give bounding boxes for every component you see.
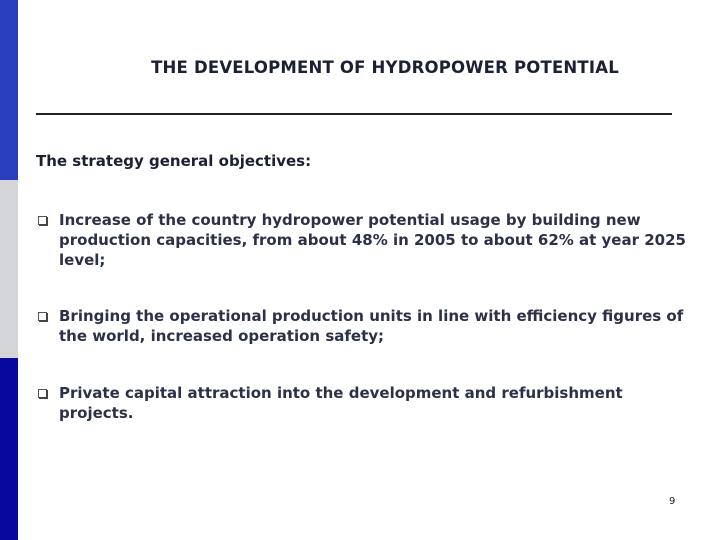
sidebar-accent-bottom	[0, 358, 18, 540]
checkbox-bullet-icon	[38, 216, 47, 225]
sidebar-accent-top	[0, 0, 18, 180]
checkbox-bullet-icon	[38, 389, 47, 398]
bullet-item	[38, 383, 688, 423]
bullet-text: Private capital attraction into the development and refurbishment projects.	[59, 384, 623, 422]
checkbox-bullet-icon	[38, 312, 47, 321]
page-number: 9	[669, 496, 676, 507]
bullet-item	[38, 210, 688, 270]
slide-title: THE DEVELOPMENT OF HYDROPOWER POTENTIAL	[151, 58, 619, 77]
bullet-text: Increase of the country hydropower potential usage by building new production capacities, from about 48% in 2005 to about 62% at year 2025 level;	[59, 211, 686, 269]
slide-subtitle: The strategy general objectives:	[36, 152, 312, 170]
bullet-item	[38, 306, 688, 346]
title-divider	[36, 113, 672, 115]
bullet-text: Bringing the operational production units in line with efficiency figures of the world, increased operation safety;	[59, 307, 684, 345]
sidebar-accent-middle	[0, 180, 18, 358]
